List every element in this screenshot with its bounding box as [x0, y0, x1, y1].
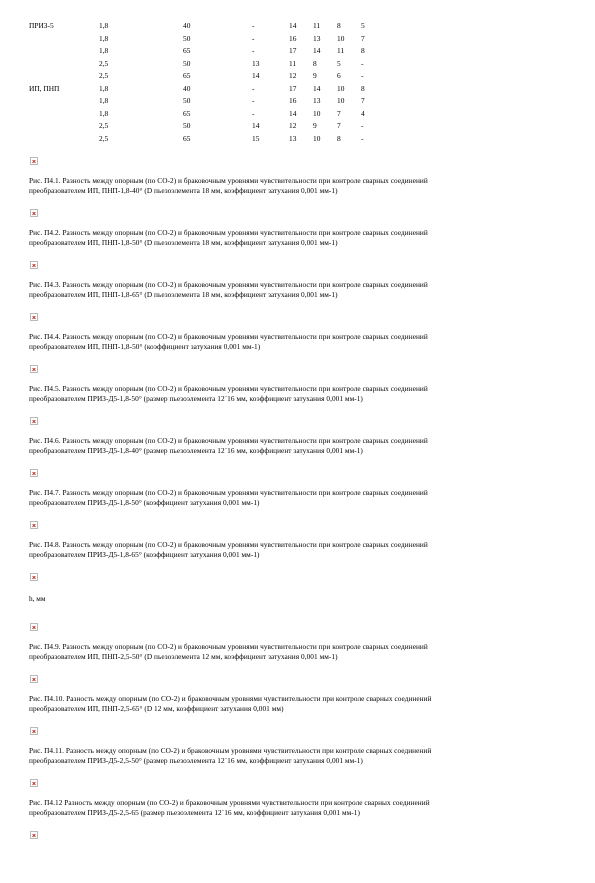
table-cell: 16 — [289, 33, 297, 43]
table-cell: 10 — [337, 33, 345, 43]
broken-image-icon — [30, 573, 38, 581]
figure-block — [29, 313, 569, 365]
table-cell: - — [252, 96, 255, 105]
caption-line: Рис. П4.8. Разность между опорным (по СО-2) и браковочным уровнями чувствительности при контроле сварных соединений — [29, 540, 428, 549]
table-cell: 1,8 — [99, 83, 109, 93]
table-cell: 9 — [313, 121, 317, 130]
transducer-type-cell: ИП, ПНП — [29, 83, 60, 93]
caption-line: преобразователем ИП, ПНП-1,8-50° (коэффициент затухания 0,001 мм-1) — [29, 342, 261, 352]
table-cell: 13 — [313, 33, 321, 43]
caption-line: Рис. П4.5. Разность между опорным (по СО-2) и браковочным уровнями чувствительности при контроле сварных соединений — [29, 384, 428, 393]
table-cell: 10 — [313, 108, 321, 118]
figure-block — [29, 261, 569, 313]
figure-block — [29, 831, 569, 883]
table-row — [29, 95, 385, 108]
figure-caption — [29, 228, 569, 249]
sensitivity-table — [29, 20, 385, 145]
table-row — [29, 108, 385, 121]
table-cell: 8 — [361, 83, 365, 93]
table-cell: 11 — [289, 58, 297, 68]
table-cell: 8 — [361, 46, 365, 55]
broken-image-icon — [30, 313, 38, 321]
broken-image-icon — [30, 157, 38, 165]
transducer-type-cell — [29, 70, 99, 83]
table-row — [29, 133, 385, 146]
table-cell: 10 — [337, 96, 345, 105]
transducer-type-cell — [29, 45, 99, 58]
caption-line: преобразователем ПРИЗ-Д5-2,5-50° (размер пьезоэлемента 12´16 мм, коэффициент затухания 0,001 мм-1) — [29, 756, 363, 766]
figure-block — [29, 521, 569, 573]
transducer-type-cell — [29, 33, 99, 46]
axis-note: h, мм — [29, 594, 46, 603]
table-cell: 65 — [183, 46, 191, 55]
table-cell: 40 — [183, 21, 191, 30]
table-cell: - — [252, 33, 255, 43]
table-cell: 50 — [183, 33, 191, 43]
caption-line: преобразователем ИП, ПНП-2,5-50° (D пьезоэлемента 12 мм, коэффициент затухания 0,001 мм-1) — [29, 652, 338, 662]
broken-image-icon — [30, 727, 38, 735]
table-body — [29, 20, 385, 145]
broken-image-icon — [30, 365, 38, 373]
table-cell: 2,5 — [99, 71, 109, 80]
caption-line: Рис. П4.4. Разность между опорным (по СО-2) и браковочным уровнями чувствительности при контроле сварных соединений — [29, 332, 428, 341]
caption-line: Рис. П4.9. Разность между опорным (по СО-2) и браковочным уровнями чувствительности при контроле сварных соединений — [29, 642, 428, 651]
caption-line: Рис. П4.6. Разность между опорным (по СО-2) и браковочным уровнями чувствительности при контроле сварных соединений — [29, 436, 428, 445]
table-cell: 14 — [313, 83, 321, 93]
table-cell: 7 — [361, 96, 365, 105]
table-cell: 2,5 — [99, 58, 109, 68]
transducer-type-cell: ПРИЗ-5 — [29, 21, 54, 30]
caption-line: Рис. П4.1. Разность между опорным (по СО-2) и браковочным уровнями чувствительности при контроле сварных соединений — [29, 176, 428, 185]
caption-line: преобразователем ИП, ПНП-1,8-50° (D пьезоэлемента 18 мм, коэффициент затухания 0,001 мм-1) — [29, 238, 338, 248]
figure-caption — [29, 798, 569, 819]
table-cell: 65 — [183, 133, 191, 143]
broken-image-icon — [30, 261, 38, 269]
caption-line: Рис. П4.11. Разность между опорным (по СО-2) и браковочным уровнями чувствительности при контроле сварных соединений — [29, 746, 432, 755]
transducer-type-cell — [29, 108, 99, 121]
table-cell: 7 — [337, 108, 341, 118]
table-cell: 8 — [313, 58, 317, 68]
table-cell: 17 — [289, 83, 297, 93]
table-cell: 17 — [289, 46, 297, 55]
table-cell: 12 — [289, 121, 297, 130]
figures-list — [29, 157, 569, 883]
table-cell: 14 — [252, 121, 260, 130]
table-row — [29, 20, 385, 33]
table-cell: 8 — [337, 21, 341, 30]
table-cell: 5 — [337, 58, 341, 68]
caption-line: Рис. П4.12 Разность между опорным (по СО-2) и браковочным уровнями чувствительности при контроле сварных соединений — [29, 798, 430, 807]
figure-caption — [29, 488, 569, 509]
broken-image-icon — [30, 675, 38, 683]
table-cell: - — [252, 46, 255, 55]
table-cell: 7 — [361, 33, 365, 43]
table-cell: 65 — [183, 71, 191, 80]
table-row — [29, 83, 385, 96]
figure-block — [29, 157, 569, 209]
table-row — [29, 33, 385, 46]
table-row — [29, 120, 385, 133]
broken-image-icon — [30, 469, 38, 477]
figure-caption — [29, 332, 569, 353]
table-cell: 1,8 — [99, 108, 109, 118]
figure-caption — [29, 176, 569, 197]
figure-caption — [29, 384, 569, 405]
table-cell: 2,5 — [99, 133, 109, 143]
table-cell: 50 — [183, 58, 191, 68]
figure-block — [29, 623, 569, 675]
caption-line: преобразователем ИП, ПНП-2,5-65° (D 12 мм, коэффициент затухания 0,001 мм) — [29, 704, 284, 714]
figure-block — [29, 417, 569, 469]
caption-line: преобразователем ПРИЗ-Д5-1,8-50° (коэффициент затухания 0,001 мм-1) — [29, 498, 260, 508]
table-cell: 65 — [183, 108, 191, 118]
table-cell: 8 — [337, 133, 341, 143]
transducer-type-cell — [29, 133, 99, 146]
table-cell: - — [361, 71, 364, 80]
figure-block — [29, 727, 569, 779]
caption-line: преобразователем ПРИЗ-Д5-1,8-65° (коэффициент затухания 0,001 мм-1) — [29, 550, 260, 560]
table-cell: 9 — [313, 71, 317, 80]
caption-line: преобразователем ПРИЗ-Д5-1,8-40° (размер пьезоэлемента 12´16 мм, коэффициент затухания 0,001 мм-1) — [29, 446, 363, 456]
broken-image-icon — [30, 831, 38, 839]
table-cell: 1,8 — [99, 21, 109, 30]
table-cell: 4 — [361, 108, 365, 118]
figure-block — [29, 469, 569, 521]
table-cell: 50 — [183, 96, 191, 105]
caption-line: Рис. П4.2. Разность между опорным (по СО-2) и браковочным уровнями чувствительности при контроле сварных соединений — [29, 228, 428, 237]
table-cell: - — [361, 121, 364, 130]
table-cell: 10 — [313, 133, 321, 143]
table-cell: 14 — [252, 71, 260, 80]
figure-caption — [29, 436, 569, 457]
transducer-type-cell — [29, 120, 99, 133]
caption-line: преобразователем ИП, ПНП-1,8-65° (D пьезоэлемента 18 мм, коэффициент затухания 0,001 мм-1) — [29, 290, 338, 300]
table-cell: - — [361, 58, 364, 68]
table-cell: 13 — [252, 58, 260, 68]
table-cell: 12 — [289, 71, 297, 80]
figure-block — [29, 779, 569, 831]
caption-line: Рис. П4.3. Разность между опорным (по СО-2) и браковочным уровнями чувствительности при контроле сварных соединений — [29, 280, 428, 289]
figure-caption — [29, 280, 569, 301]
caption-line: Рис. П4.7. Разность между опорным (по СО-2) и браковочным уровнями чувствительности при контроле сварных соединений — [29, 488, 428, 497]
table-row — [29, 58, 385, 71]
table-cell: 11 — [313, 21, 321, 30]
table-cell: 1,8 — [99, 46, 109, 55]
table-row — [29, 70, 385, 83]
figure-caption — [29, 694, 569, 715]
caption-line: преобразователем ИП, ПНП-1,8-40° (D пьезоэлемента 18 мм, коэффициент затухания 0,001 мм-1) — [29, 186, 338, 196]
figure-caption — [29, 642, 569, 663]
figure-block — [29, 209, 569, 261]
table-row — [29, 45, 385, 58]
figure-block — [29, 675, 569, 727]
table-cell: 2,5 — [99, 121, 109, 130]
figure-caption — [29, 540, 569, 561]
caption-line: преобразователем ПРИЗ-Д5-1,8-50° (размер пьезоэлемента 12´16 мм, коэффициент затухания 0,001 мм-1) — [29, 394, 363, 404]
table-cell: 40 — [183, 83, 191, 93]
table-cell: 50 — [183, 121, 191, 130]
broken-image-icon — [30, 209, 38, 217]
table-cell: 6 — [337, 71, 341, 80]
table-cell: - — [252, 21, 255, 30]
caption-line: преобразователем ПРИЗ-Д5-2,5-65 (размер пьезоэлемента 12´16 мм, коэффициент затухания 0,001 мм-1) — [29, 808, 360, 818]
table-cell: 1,8 — [99, 33, 109, 43]
table-cell: 11 — [337, 46, 345, 55]
figure-block — [29, 573, 569, 623]
broken-image-icon — [30, 623, 38, 631]
table-cell: 13 — [289, 133, 297, 143]
table-cell: 13 — [313, 96, 321, 105]
figure-caption — [29, 746, 569, 767]
table-cell: 14 — [313, 46, 321, 55]
table-cell: - — [252, 83, 255, 93]
table-cell: 14 — [289, 108, 297, 118]
table-cell: - — [252, 108, 255, 118]
table-cell: - — [361, 133, 364, 143]
table-cell: 14 — [289, 21, 297, 30]
broken-image-icon — [30, 521, 38, 529]
table-cell: 16 — [289, 96, 297, 105]
table-cell: 15 — [252, 133, 260, 143]
broken-image-icon — [30, 417, 38, 425]
table-cell: 1,8 — [99, 96, 109, 105]
figure-block — [29, 365, 569, 417]
broken-image-icon — [30, 779, 38, 787]
transducer-type-cell — [29, 58, 99, 71]
table-cell: 5 — [361, 21, 365, 30]
transducer-type-cell — [29, 95, 99, 108]
table-cell: 10 — [337, 83, 345, 93]
caption-line: Рис. П4.10. Разность между опорным (по СО-2) и браковочным уровнями чувствительности при контроле сварных соединений — [29, 694, 432, 703]
table-cell: 7 — [337, 121, 341, 130]
